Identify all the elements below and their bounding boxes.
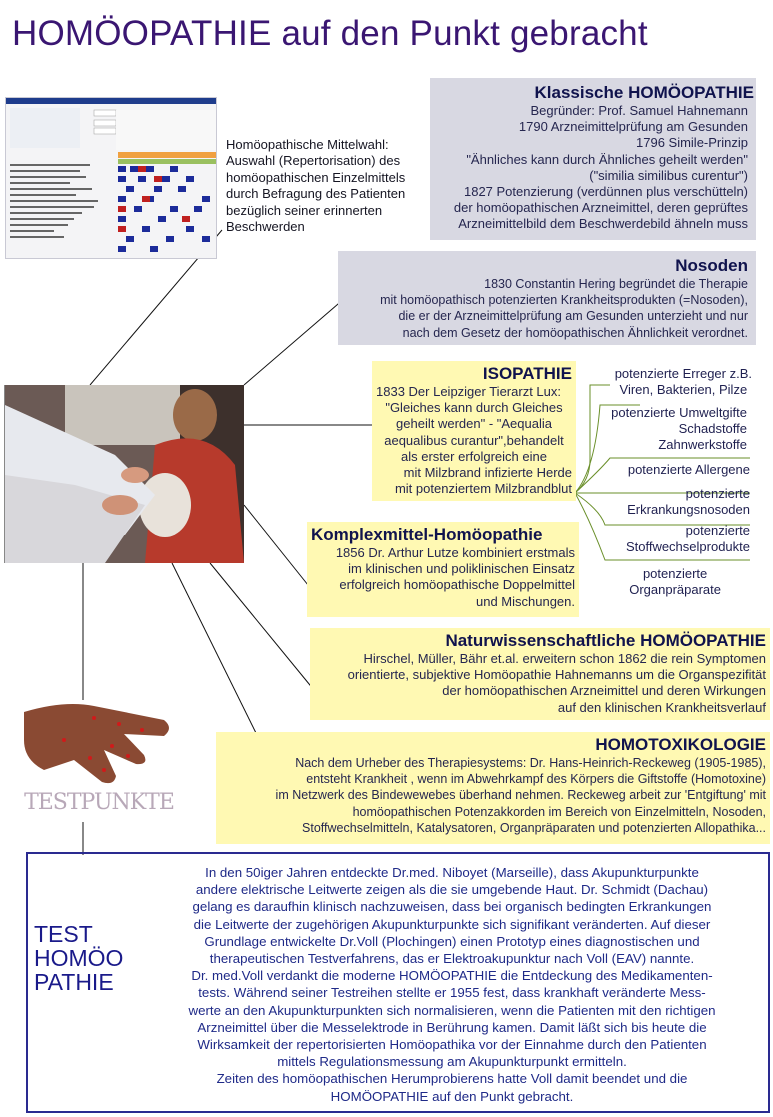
isopathie-line: "Gleiches kann durch Gleiches — [385, 400, 563, 416]
iso-branch-stoffwechsel — [626, 523, 750, 555]
mittelwahl-line: Beschwerden — [226, 219, 305, 235]
homotox-line: homöopathischen Potenzakkorden im Bereich von Einzelmitteln, Nosoden, — [352, 804, 766, 819]
komplex-line: und Mischungen. — [475, 593, 575, 609]
klassische-homoeopathie-box — [430, 78, 756, 240]
test-text-line: therapeutischen Testverfahrens, das er Elektroakupunktur nach Voll (EAV) nannte. — [209, 951, 695, 967]
connector-nosoden — [244, 298, 345, 385]
test-homoeopathie-box — [26, 852, 770, 1113]
komplexmittel-box — [307, 522, 579, 617]
iso-branch-line: Stoffwechselprodukte — [625, 539, 750, 554]
isopathie-heading: ISOPATHIE — [482, 364, 572, 383]
naturwissenschaftliche-box — [310, 628, 770, 720]
homotox-heading: HOMOTOXIKOLOGIE — [595, 735, 766, 754]
komplex-line: im klinischen und poliklinischen Einsatz — [348, 561, 575, 577]
test-text-line: Zeiten des homöopathischen Herumprobierens hatte Voll damit beendet und die — [216, 1071, 688, 1087]
test-text-line: HOMÖOPATHIE auf den Punkt gebracht. — [330, 1088, 574, 1104]
iso-branch-line: Schadstoffe — [678, 421, 747, 436]
iso-branch-line: Erkrankungsnosoden — [627, 502, 750, 517]
mittelwahl-line: bezüglich seiner erinnerten — [226, 202, 383, 218]
iso-branch-line: potenzierte Erreger z.B. — [614, 366, 752, 381]
homotox-line: Stoffwechselmitteln, Katalysatoren, Organpräparaten und potenzierten Allopathika... — [302, 820, 766, 835]
nosoden-heading: Nosoden — [675, 256, 748, 275]
test-text-line: mittels Regulationsmessung am Akupunkturpunkt ermitteln. — [277, 1054, 627, 1070]
test-heading-line: PATHIE — [34, 969, 114, 995]
naturwiss-line: Hirschel, Müller, Bähr et.al. erweitern schon 1862 die rein Symptomen — [363, 651, 766, 666]
mittelwahl-text — [226, 137, 432, 235]
test-text-line: In den 50iger Jahren entdeckte Dr.med. Niboyet (Marseille), dass Akupunkturpunkte — [205, 865, 699, 880]
iso-branch-line: potenzierte — [685, 486, 750, 501]
test-text-line: andere elektrische Leitwerte zeigen als die sie umgebende Haut. Dr. Schmidt (Dachau) — [195, 882, 709, 898]
naturwiss-heading: Naturwissenschaftliche HOMÖOPATHIE — [445, 631, 766, 650]
test-heading-line: TEST — [34, 921, 93, 947]
klassisch-line: "Ähnliches kann durch Ähnliches geheilt werden" — [466, 151, 748, 167]
iso-branch-line: Organpräparate — [629, 582, 721, 597]
nosoden-box — [338, 251, 756, 345]
isopathie-line: mit Milzbrand infizierte Herde — [403, 465, 572, 481]
hand-illustration — [24, 700, 174, 788]
klassisch-line: 1796 Simile-Prinzip — [636, 135, 748, 151]
klassisch-line: ("similia similibus curentur") — [589, 167, 748, 183]
komplex-heading: Komplexmittel-Homöopathie — [311, 525, 543, 544]
test-text-line: Arzneimittel über die Messelektrode in Berührung kamen. Damit läßt sich bis heute die — [197, 1019, 707, 1035]
test-text-line: Dr. med.Voll verdankt die moderne HOMÖOPATHIE die Entdeckung des Medikamenten- — [191, 968, 713, 984]
klassisch-line: 1790 Arzneimittelprüfung am Gesunden — [518, 119, 748, 135]
isopathie-line: 1833 Der Leipziger Tierarzt Lux: — [376, 384, 561, 399]
nosoden-line: die er der Arzneimittelprüfung am Gesunden unterzieht und nur — [398, 309, 748, 324]
testpunkte-label: TESTPUNKTE — [24, 790, 174, 815]
homotox-line: entsteht Krankheit , wenn im Abwehrkampf des Körpers die Giftstoffe (Homotoxine) — [306, 772, 766, 787]
iso-branch-line: potenzierte Umweltgifte — [611, 405, 747, 420]
test-text-line: gelang es daraufhin klinisch nachzuweisen, dass bei organisch bedingten Erkrankungen — [192, 899, 712, 915]
page-title: HOMÖOPATHIE auf den Punkt gebracht — [12, 14, 648, 53]
isopathie-line: mit potenziertem Milzbrandblut — [394, 481, 572, 497]
isopathie-line: aequalibus curantur",behandelt — [384, 432, 564, 448]
iso-branch-umweltgifte — [611, 405, 747, 453]
komplex-line: 1856 Dr. Arthur Lutze kombiniert erstmals — [335, 545, 575, 560]
iso-branch-organ — [629, 566, 721, 598]
isopathie-line: geheilt werden" - "Aequalia — [396, 416, 552, 432]
iso-branch-erreger — [615, 366, 752, 398]
homotox-line: Nach dem Urheber des Therapiesystems: Dr. Hans-Heinrich-Reckeweg (1905-1985), — [295, 756, 766, 770]
mittelwahl-line: durch Befragung des Patienten — [226, 186, 406, 202]
klassisch-line: Arzneimittelbild dem Beschwerdebild ähneln muss — [458, 216, 748, 232]
connector-komplex — [244, 505, 312, 590]
repertorisation-screenshot — [5, 97, 217, 259]
iso-branch-nosoden — [627, 486, 750, 518]
komplex-line: erfolgreich homöopathische Doppelmittel — [339, 577, 575, 593]
klassisch-heading: Klassische HOMÖOPATHIE — [534, 83, 754, 102]
mittelwahl-line: Homöopathische Mittelwahl: — [226, 137, 389, 152]
test-text-line: Wirksamkeit der repertorisierten Homöopathika vor der Einnahme durch den Patienten — [197, 1037, 707, 1053]
testpunkte-hand-image — [24, 700, 174, 820]
klassisch-line: 1827 Potenzierung (verdünnen plus verschütteln) — [463, 184, 748, 200]
naturwiss-line: auf den klinischen Krankheitsverlauf — [557, 699, 766, 715]
iso-branch-line: potenzierte — [685, 523, 750, 538]
test-text-line: tests. Während seiner Testreihen stellte er 1955 fest, dass krankhaft veränderte Mess- — [198, 985, 706, 1001]
homotox-line: im Netzwerk des Bindewewebes überhand nehmen. Reckeweg arbeit zur 'Entgiftung' mit — [275, 788, 766, 803]
iso-branch-allergene — [628, 462, 750, 478]
test-homoeopathie-heading — [34, 922, 123, 994]
iso-branch-line: Viren, Bakterien, Pilze — [619, 382, 748, 397]
test-heading-line: HOMÖO — [34, 945, 124, 971]
nosoden-line: 1830 Constantin Hering begründet die Therapie — [484, 277, 748, 291]
therapy-photo-image — [5, 385, 244, 563]
mittelwahl-line: Auswahl (Repertorisation) des — [226, 153, 401, 169]
klassisch-line: der homöopathischen Arzneimittel, deren geprüftes — [453, 200, 748, 216]
iso-branch-line: potenzierte Allergene — [627, 462, 750, 477]
homotoxikologie-box — [216, 732, 770, 844]
connector-homotox — [172, 563, 256, 733]
nosoden-line: mit homöopathisch potenzierten Krankheitsprodukten (=Nosoden), — [380, 293, 748, 308]
test-text-line: die Leitwerte der zugehörigen Akupunkturpunkte sich signifikant veränderten. Auf dieser — [193, 916, 711, 932]
therapy-photo — [5, 385, 244, 563]
isopathie-box — [372, 361, 576, 501]
mittelwahl-line: homöopathischen Einzelmittels — [226, 169, 406, 185]
klassisch-line: Begründer: Prof. Samuel Hahnemann — [530, 103, 748, 118]
naturwiss-line: orientierte, subjektive Homöopathie Hahnemanns um die Organspezifität — [347, 667, 766, 683]
naturwiss-line: der homöopathischen Arzneimittel und deren Wirkungen — [442, 683, 766, 699]
iso-branch-line: Zahnwerkstoffe — [658, 437, 747, 452]
isopathie-line: als erster erfolgreich eine — [401, 448, 547, 464]
nosoden-line: nach dem Gesetz der homöopathischen Ähnlichkeit verordnet. — [402, 325, 748, 340]
iso-branch-line: potenzierte — [642, 566, 708, 581]
repertorisation-grid-image — [6, 98, 217, 259]
test-homoeopathie-text — [138, 864, 766, 1105]
test-text-line: Grundlage entwickelte Dr.Voll (Plochingen) einen Prototyp eines diagnostischen und — [204, 933, 700, 949]
test-text-line: werte an den Akupunkturpunkten sich normalisieren, wenn die Patienten mit den richtigen — [188, 1002, 716, 1018]
